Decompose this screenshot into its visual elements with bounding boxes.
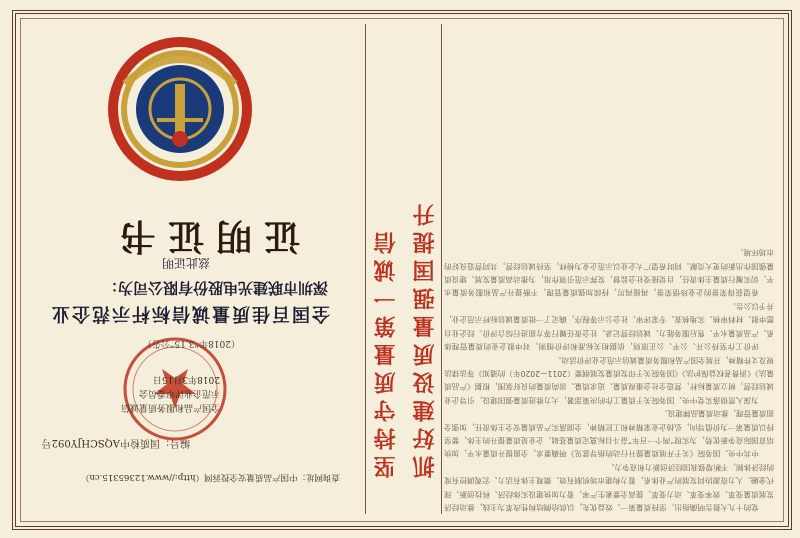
slogan-column xyxy=(370,48,440,478)
org-line: 示范企业评审委员会 xyxy=(138,388,220,398)
divider-line xyxy=(441,24,442,514)
query-website: 查询网址：中国产品质量安全投诉网（http://www.12365315.cn） xyxy=(80,472,340,482)
certificate-number: 编号：国质检中AQSCHJY092号 xyxy=(41,437,190,448)
issuing-organization xyxy=(121,372,220,414)
year-note: （2018年“3.15”公告） xyxy=(142,338,240,348)
body-paragraph: 党的十九大报告明确指出，坚持质量第一、效益优先，以供给侧结构性改革为主线，推动经济发展质量变革、效率变革、动力变革，提高全要素生产率，着力加快建设实体经济、科技创新、现代金融、人力资源协同发展的产业体系，着力构建市场机制有效、微观主体有活力、宏观调控有度的经济体制，不断增强我国经济创新力和竞争力。 xyxy=(444,462,774,512)
body-text-panel xyxy=(444,24,774,514)
proof-line: 兹此证明 xyxy=(161,256,210,270)
slogan-left: 抓好建设质量强国提升 xyxy=(412,198,438,478)
company-name: 深圳市联建光电股份有限公司为： xyxy=(102,279,328,297)
body-paragraph: 希望获得荣誉的企业珍惜荣誉，再接再厉，持续加强质量管理，不断提升产品和服务质量水平，切实履行质量主体责任，自觉接受社会监督，发挥示范引领作用，为推动高质量发展、建设质量强国作出新的更大贡献。同时希望广大企业以示范企业为榜样，坚持诚信经营，共同营造良好的市场环境。 xyxy=(444,248,774,298)
certificate-panel xyxy=(25,24,360,514)
quality-integrity-badge-icon xyxy=(105,34,255,184)
slogan-right: 坚持守质量第一诚信 xyxy=(373,226,399,478)
certificate-title: 证明证书 xyxy=(107,215,300,257)
body-paragraph: 为深入贯彻落实党中央、国务院关于质量工作的决策部署，大力推进质量强国建设，引导企业诚信经营，树立质量标杆，营造全社会重视质量、追求质量、崇尚质量的良好氛围，根据《产品质量法》《消费者权益保护法》《国务院关于印发质量发展纲要（2011—2020年）的通知》等法律法规及文件精神，开展全国产品和服务质量诚信示范企业评价活动。 xyxy=(444,355,774,405)
body-paragraph: 中共中央、国务院《关于开展质量提升行动的指导意见》明确要求，全面提升质量水平，加快培育国际竞争新优势，为实现“两个一百年”奋斗目标奠定质量基础。企业是质量提升的主体，要坚持以质量第一为价值导向，弘扬企业家精神和工匠精神，全面落实产品质量安全主体责任，加强全面质量管理，推动质量品牌建设。 xyxy=(444,409,774,459)
issue-date: 2018年3月15日 xyxy=(152,374,220,384)
honor-title: 全国百佳质量诚信标杆示范企业 xyxy=(50,303,330,324)
divider-line xyxy=(365,24,366,514)
body-paragraph: 评价工作坚持公开、公平、公正原则，依据相关标准和评价细则，对申报企业的质量管理体系、产品质量水平、售后服务能力、诚信经营记录、社会责任履行等方面进行综合评价。经企业自愿申报、材料审核、实地核查、专家评审、社会公示等程序，确定了一批质量诚信标杆示范企业，并予以公告。 xyxy=(444,301,774,352)
org-line: 全国产品和服务质量诚信 xyxy=(120,402,220,412)
